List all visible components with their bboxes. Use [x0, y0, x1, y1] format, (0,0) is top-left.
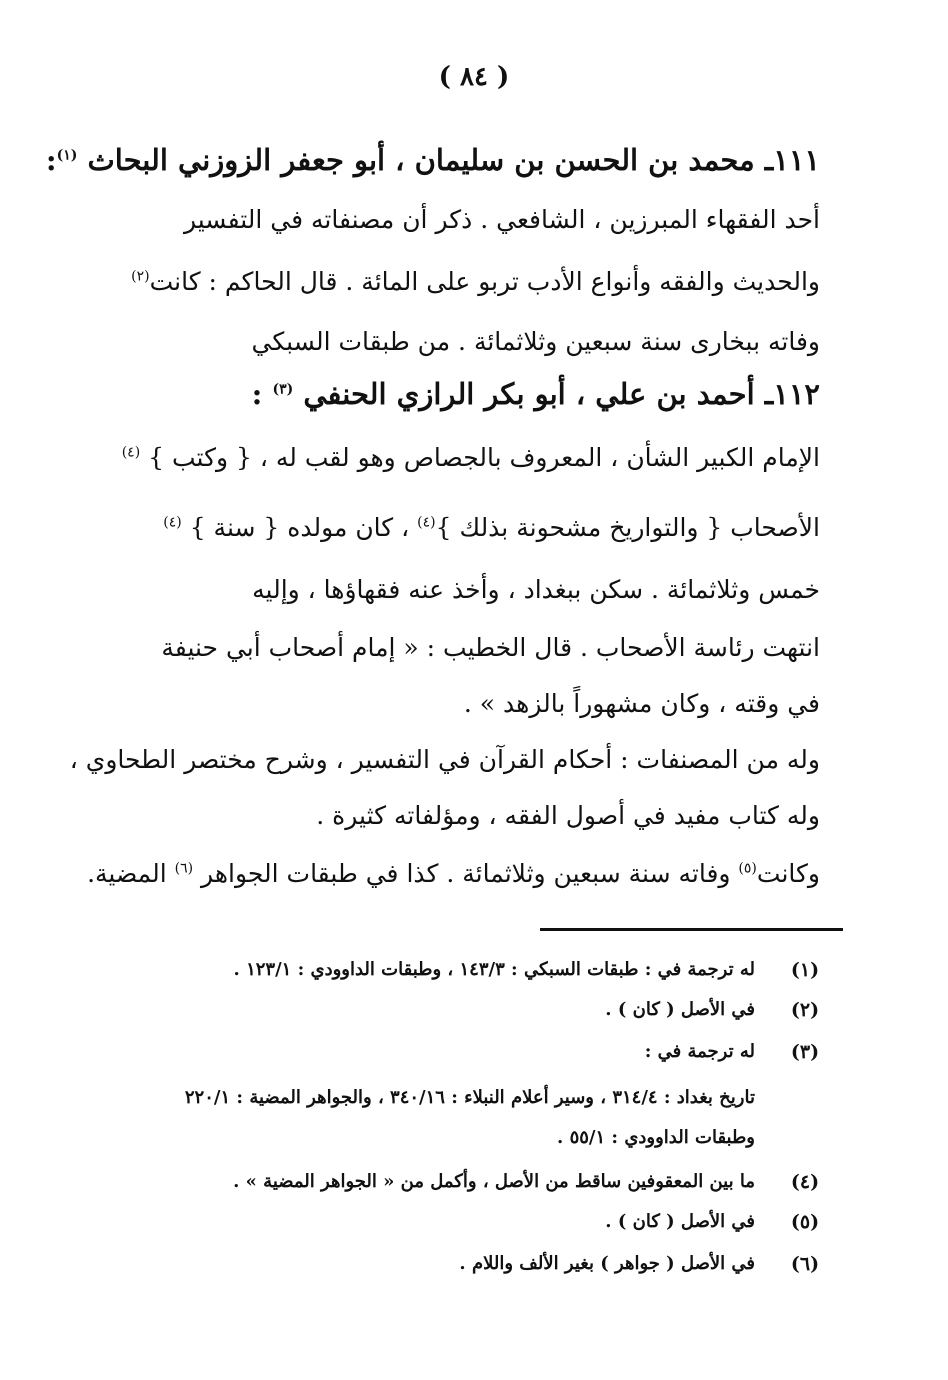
- entry-112-line-8-c: المضية.: [87, 859, 167, 888]
- footnote-text-3: له ترجمة في :: [644, 1041, 755, 1062]
- entry-112-line-7: وله كتاب مفيد في أصول الفقه ، ومؤلفاته كثيرة .: [316, 801, 820, 830]
- footnote-ref-4[interactable]: (٤): [121, 444, 141, 461]
- page-number: ( ٨٤ ): [438, 62, 510, 92]
- footnote-number-3: (٣): [790, 1041, 820, 1063]
- footnote-ref-6[interactable]: (٦): [174, 860, 194, 877]
- footnote-number-2: (٢): [790, 999, 820, 1021]
- entry-112-line-2-a: الأصحاب { والتواريخ مشحونة بذلك }: [435, 513, 820, 542]
- entry-112-line-1-text: الإمام الكبير الشأن ، المعروف بالجصاص وهو لقب له ، { وكتب }: [148, 443, 820, 472]
- footnote-text-3-cont-2: وطبقات الداوودي : ٥٥/١ .: [557, 1127, 755, 1148]
- entry-112-line-8: [87, 846, 820, 902]
- entry-112-line-1: [95, 430, 820, 486]
- entry-112-line-8-a: وكانت: [756, 859, 820, 888]
- footnote-number-1: (١): [790, 959, 820, 981]
- footnote-number-6: (٦): [790, 1253, 820, 1275]
- footnote-divider: [540, 928, 843, 931]
- footnote-number-5: (٥): [790, 1211, 820, 1233]
- footnote-text-1: له ترجمة في : طبقات السبكي : ١٤٣/٣ ، وطبقات الداوودي : ١٢٣/١ .: [233, 959, 755, 980]
- entry-112-title: ١١٢ـ أحمد بن علي ، أبو بكر الرازي الحنفي: [303, 377, 820, 411]
- footnote-ref-2[interactable]: (٢): [131, 268, 150, 285]
- footnote-ref-5[interactable]: (٥): [738, 860, 757, 877]
- entry-111-title: ١١١ـ محمد بن الحسن بن سليمان ، أبو جعفر الزوزني البحاث: [87, 143, 820, 177]
- heading-colon: :: [251, 377, 263, 411]
- footnote-ref-1[interactable]: (١): [56, 147, 78, 164]
- entry-111-line-1: أحد الفقهاء المبرزين ، الشافعي . ذكر أن مصنفاته في التفسير: [183, 205, 820, 234]
- footnote-text-5: في الأصل ( كان ) .: [605, 1211, 755, 1232]
- footnote-ref-3[interactable]: (٣): [272, 381, 294, 398]
- entry-112-line-2-b: ، كان مولده { سنة }: [189, 513, 410, 542]
- footnote-ref-4[interactable]: (٤): [417, 514, 436, 531]
- entry-111-line-2-text: والحديث والفقه وأنواع الأدب تربو على المائة . قال الحاكم : كانت: [149, 267, 820, 296]
- heading-colon: :: [45, 143, 57, 177]
- entry-112-line-4: انتهت رئاسة الأصحاب . قال الخطيب : « إمام أصحاب أبي حنيفة: [161, 633, 820, 662]
- footnote-ref-4[interactable]: (٤): [163, 514, 182, 531]
- footnote-number-4: (٤): [790, 1171, 820, 1193]
- entry-111-line-2: [95, 254, 820, 310]
- entry-112-line-6: وله من المصنفات : أحكام القرآن في التفسير ، وشرح مختصر الطحاوي ،: [69, 745, 820, 774]
- entry-111-line-3: وفاته ببخارى سنة سبعين وثلاثمائة . من طبقات السبكي: [251, 327, 820, 356]
- footnote-text-2: في الأصل ( كان ) .: [605, 999, 755, 1020]
- entry-112-line-2: [95, 500, 820, 556]
- entry-112-line-8-b: وفاته سنة سبعين وثلاثمائة . كذا في طبقات الجواهر: [201, 859, 731, 888]
- entry-112-line-5: في وقته ، وكان مشهوراً بالزهد » .: [463, 689, 820, 718]
- footnote-text-4: ما بين المعقوفين ساقط من الأصل ، وأكمل من « الجواهر المضية » .: [233, 1171, 755, 1192]
- entry-111-heading: [45, 132, 820, 188]
- footnote-text-3-cont-1: تاريخ بغداد : ٣١٤/٤ ، وسير أعلام النبلاء : ٣٤٠/١٦ ، والجواهر المضية : ٢٢٠/١: [184, 1087, 755, 1108]
- footnote-text-6: في الأصل ( جواهر ) بغير الألف واللام .: [459, 1253, 755, 1274]
- entry-112-line-3: خمس وثلاثمائة . سكن ببغداد ، وأخذ عنه فقهاؤها ، وإليه: [252, 575, 820, 604]
- entry-112-heading: [95, 366, 820, 422]
